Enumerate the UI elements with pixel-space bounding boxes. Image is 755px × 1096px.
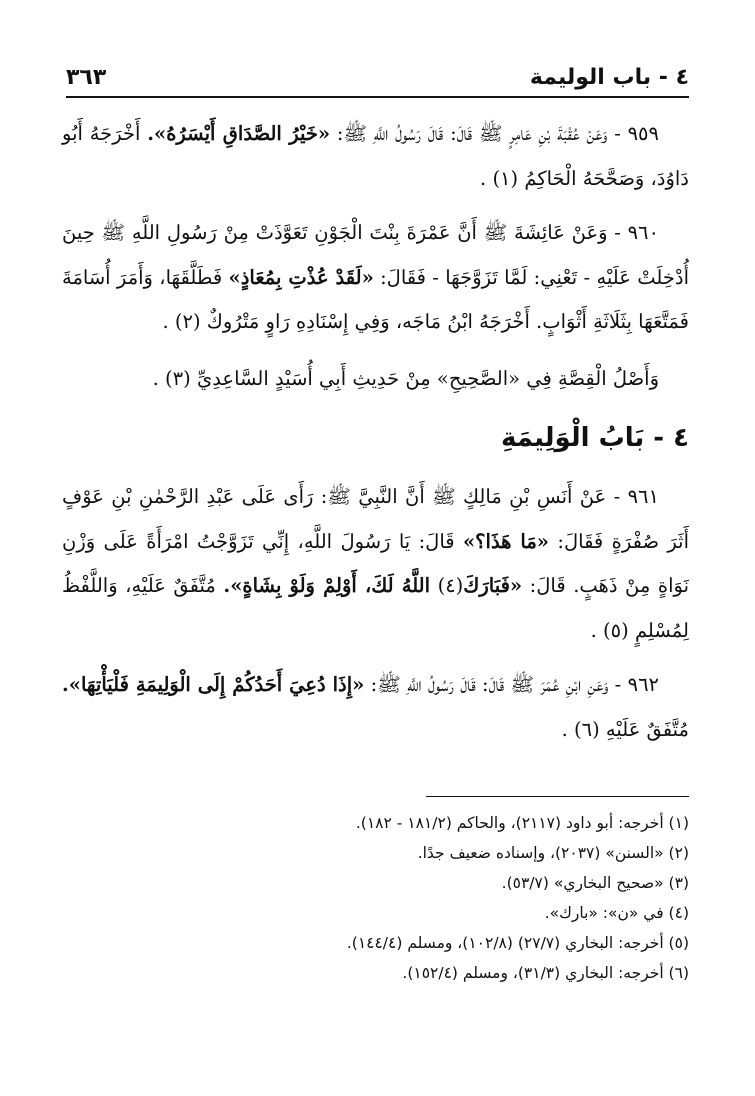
hadith-962: ٩٦٢ - وَعَنِ ابْنِ عُمَرَ ﷺ قَالَ: قَالَ رَسُولُ اللَّهِ ﷺ: «إِذَا دُعِيَ أَحَدُكُمْ إِلَى الْوَلِيمَةِ فَلْيَأْتِهَا». مُتَّفَقٌ عَلَيْهِ (٦) .: [62, 673, 689, 741]
hadith-961-quote-2a: «فَبَارَكَ: [463, 574, 523, 597]
main-text: [62, 112, 689, 752]
footnote-3: (٣) «صحيح البخاري» (٥٣/٧).: [501, 874, 689, 892]
footnote-ref-4[interactable]: (٤): [437, 574, 464, 597]
hadith-959-lead: ٩٥٩ - وَعَنْ عُقْبَةَ بْنِ عَامِرٍ ﷺ قَالَ: قَالَ رَسُولُ اللَّهِ ﷺ:: [336, 122, 659, 145]
footnote-ref-3[interactable]: (٣): [165, 366, 191, 390]
hadith-961-lead: ٩٦١ - عَنْ أَنَسِ بْنِ مَالِكٍ ﷺ أَنَّ النَّبِيَّ ﷺ: رَأَى عَلَى عَبْدِ الرَّحْمٰنِ بْنِ عَوْفٍ أَثَرَ صُفْرَةٍ فَقَالَ:: [62, 485, 690, 553]
footnote-ref-5[interactable]: (٥): [603, 618, 629, 642]
footnote-5: (٥) أخرجه: البخاري (٢٧/٧) (١٠٢/٨)، ومسلم (١٤٤/٤).: [346, 934, 689, 952]
hadith-962-rest: مُتَّفَقٌ عَلَيْهِ: [605, 717, 689, 741]
hadith-961-rest: مُتَّفَقٌ عَلَيْهِ، وَاللَّفْظُ لِمُسْلِمٍ: [62, 574, 689, 642]
footnote-6: (٦) أخرجه: البخاري (٣١/٣)، ومسلم (١٥٢/٤).: [402, 964, 689, 982]
hadith-961: ٩٦١ - عَنْ أَنَسِ بْنِ مَالِكٍ ﷺ أَنَّ النَّبِيَّ ﷺ: رَأَى عَلَى عَبْدِ الرَّحْمٰنِ بْنِ عَوْفٍ أَثَرَ صُفْرَةٍ فَقَالَ: «مَا هَذَا؟» قَالَ: يَا رَسُولَ اللَّهِ، إِنِّي تَزَوَّجْتُ امْرَأَةً عَلَى وَزْنِ نَوَاةٍ مِنْ ذَهَبٍ. قَالَ: «فَبَارَكَ(٤) اللَّهُ لَكَ، أَوْلِمْ وَلَوْ بِشَاةٍ». مُتَّفَقٌ عَلَيْهِ، وَاللَّفْظُ لِمُسْلِمٍ (٥) .: [62, 485, 690, 642]
footnote-ref-1[interactable]: (١): [492, 166, 519, 190]
page-number: ٣٦٣: [66, 65, 107, 90]
running-title: ٤ - باب الوليمة: [529, 65, 689, 90]
hadith-960-lead: ٩٦٠ - وَعَنْ عَائِشَةَ ﷺ أَنَّ عَمْرَةَ بِنْتَ الْجَوْنِ تَعَوَّذَتْ مِنْ رَسُولِ اللَّهِ ﷺ حِينَ أُدْخِلَتْ عَلَيْهِ - تَعْنِي: لَمَّا تَزَوَّجَهَا - فَقَالَ:: [62, 221, 689, 289]
note-paragraph: وَأَصْلُ الْقِصَّةِ فِي «الصَّحِيحِ» مِنْ حَدِيثِ أَبِي أُسَيْدٍ السَّاعِدِيِّ (٣) .: [152, 366, 659, 390]
footnote-ref-6[interactable]: (٦): [574, 717, 600, 741]
footnotes: [66, 808, 689, 988]
hadith-961-quote-1: «مَا هَذَا؟»: [462, 529, 549, 553]
hadith-961-mid: قَالَ: يَا رَسُولَ اللَّهِ، إِنِّي تَزَوَّجْتُ امْرَأَةً عَلَى وَزْنِ نَوَاةٍ مِنْ ذَهَبٍ. قَالَ:: [62, 529, 690, 597]
hadith-962-lead: ٩٦٢ - وَعَنِ ابْنِ عُمَرَ ﷺ قَالَ: قَالَ رَسُولُ اللَّهِ ﷺ:: [370, 673, 660, 696]
hadith-959: ٩٥٩ - وَعَنْ عُقْبَةَ بْنِ عَامِرٍ ﷺ قَالَ: قَالَ رَسُولُ اللَّهِ ﷺ: «خَيْرُ الصَّدَاقِ أَيْسَرُهُ». أَخْرَجَهُ أَبُو دَاوُدَ، وَصَحَّحَهُ الْحَاكِمُ (١) .: [62, 122, 689, 190]
hadith-960-rest: فَطَلَّقَهَا، وَأَمَرَ أُسَامَةَ فَمَتَّعَهَا بِثَلَاثَةِ أَثْوَابٍ. أَخْرَجَهُ ابْنُ مَاجَه، وَفِي إِسْنَادِهِ رَاوٍ مَتْرُوكٌ: [62, 265, 689, 333]
header-rule: [66, 96, 689, 98]
footnote-1: (١) أخرجه: أبو داود (٢١١٧)، والحاكم (١٨١/٢ - ١٨٢).: [355, 814, 689, 832]
footnote-separator: [426, 796, 689, 797]
section-title: ٤ - بَابُ الْوَلِيمَةِ: [500, 423, 689, 453]
hadith-959-quote: «خَيْرُ الصَّدَاقِ أَيْسَرُهُ».: [147, 122, 331, 145]
page-header: [66, 58, 689, 90]
hadith-962-quote: «إِذَا دُعِيَ أَحَدُكُمْ إِلَى الْوَلِيمَةِ فَلْيَأْتِهَا».: [62, 673, 365, 696]
hadith-960: ٩٦٠ - وَعَنْ عَائِشَةَ ﷺ أَنَّ عَمْرَةَ بِنْتَ الْجَوْنِ تَعَوَّذَتْ مِنْ رَسُولِ اللَّهِ ﷺ حِينَ أُدْخِلَتْ عَلَيْهِ - تَعْنِي: لَمَّا تَزَوَّجَهَا - فَقَالَ: «لَقَدْ عُذْتِ بِمُعَاذٍ» فَطَلَّقَهَا، وَأَمَرَ أُسَامَةَ فَمَتَّعَهَا بِثَلَاثَةِ أَثْوَابٍ. أَخْرَجَهُ ابْنُ مَاجَه، وَفِي إِسْنَادِهِ رَاوٍ مَتْرُوكٌ (٢) .: [62, 221, 689, 333]
footnote-4: (٤) في «ن»: «بارك».: [544, 904, 689, 922]
hadith-961-quote-2b: اللَّهُ لَكَ، أَوْلِمْ وَلَوْ بِشَاةٍ».: [223, 574, 431, 597]
hadith-959-rest: أَخْرَجَهُ أَبُو دَاوُدَ، وَصَحَّحَهُ الْحَاكِمُ: [62, 122, 689, 190]
footnote-2: (٢) «السنن» (٢٠٣٧)، وإسناده ضعيف جدًا.: [417, 844, 689, 862]
footnote-ref-2[interactable]: (٢): [174, 310, 201, 333]
hadith-960-quote: «لَقَدْ عُذْتِ بِمُعَاذٍ»: [228, 265, 374, 289]
note-text: وَأَصْلُ الْقِصَّةِ فِي «الصَّحِيحِ» مِنْ حَدِيثِ أَبِي أُسَيْدٍ السَّاعِدِيِّ: [196, 366, 659, 390]
